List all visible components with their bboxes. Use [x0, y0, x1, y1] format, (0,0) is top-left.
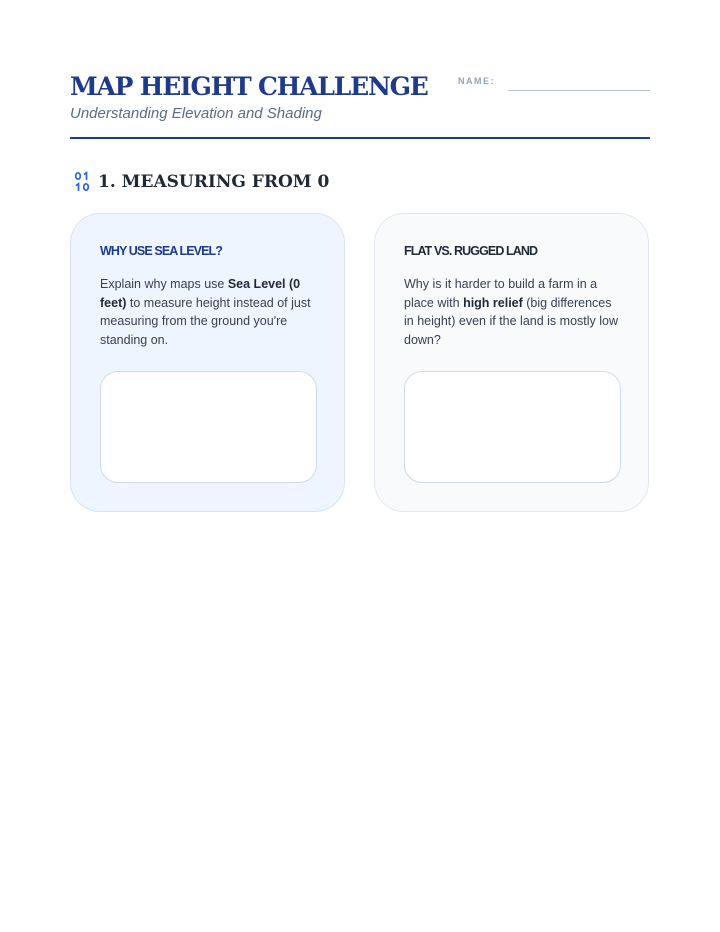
card-heading: WHY USE SEA LEVEL?: [100, 244, 223, 258]
card-question: [100, 275, 315, 349]
section-title: 1. MEASURING FROM 0: [98, 172, 330, 192]
binary-icon: [74, 171, 90, 193]
answer-box[interactable]: [404, 371, 621, 483]
page-title: MAP HEIGHT CHALLENGE: [70, 72, 428, 101]
emphasis-text: Sea Level (0 feet): [100, 277, 301, 310]
card-heading: FLAT VS. RUGGED LAND: [404, 244, 538, 258]
body-text: to measure height instead of just measuring from the ground you're standing on.: [100, 295, 311, 347]
body-text: (big differences in height) even if the land is mostly low down?: [404, 295, 618, 347]
body-text: Why is it harder to build a farm in a place with: [404, 277, 598, 310]
header-divider: [70, 137, 650, 139]
body-text: Explain why maps use: [100, 277, 228, 291]
answer-box[interactable]: [100, 371, 317, 483]
question-card-sea-level: [70, 213, 345, 512]
name-label: NAME:: [458, 76, 495, 86]
question-card-relief: [374, 213, 649, 512]
worksheet-header: [70, 70, 650, 140]
section-heading: [74, 170, 329, 194]
page-subtitle: Understanding Elevation and Shading: [70, 105, 322, 122]
emphasis-text: high relief: [463, 295, 523, 310]
card-question: [404, 275, 619, 349]
name-field[interactable]: [508, 90, 650, 91]
